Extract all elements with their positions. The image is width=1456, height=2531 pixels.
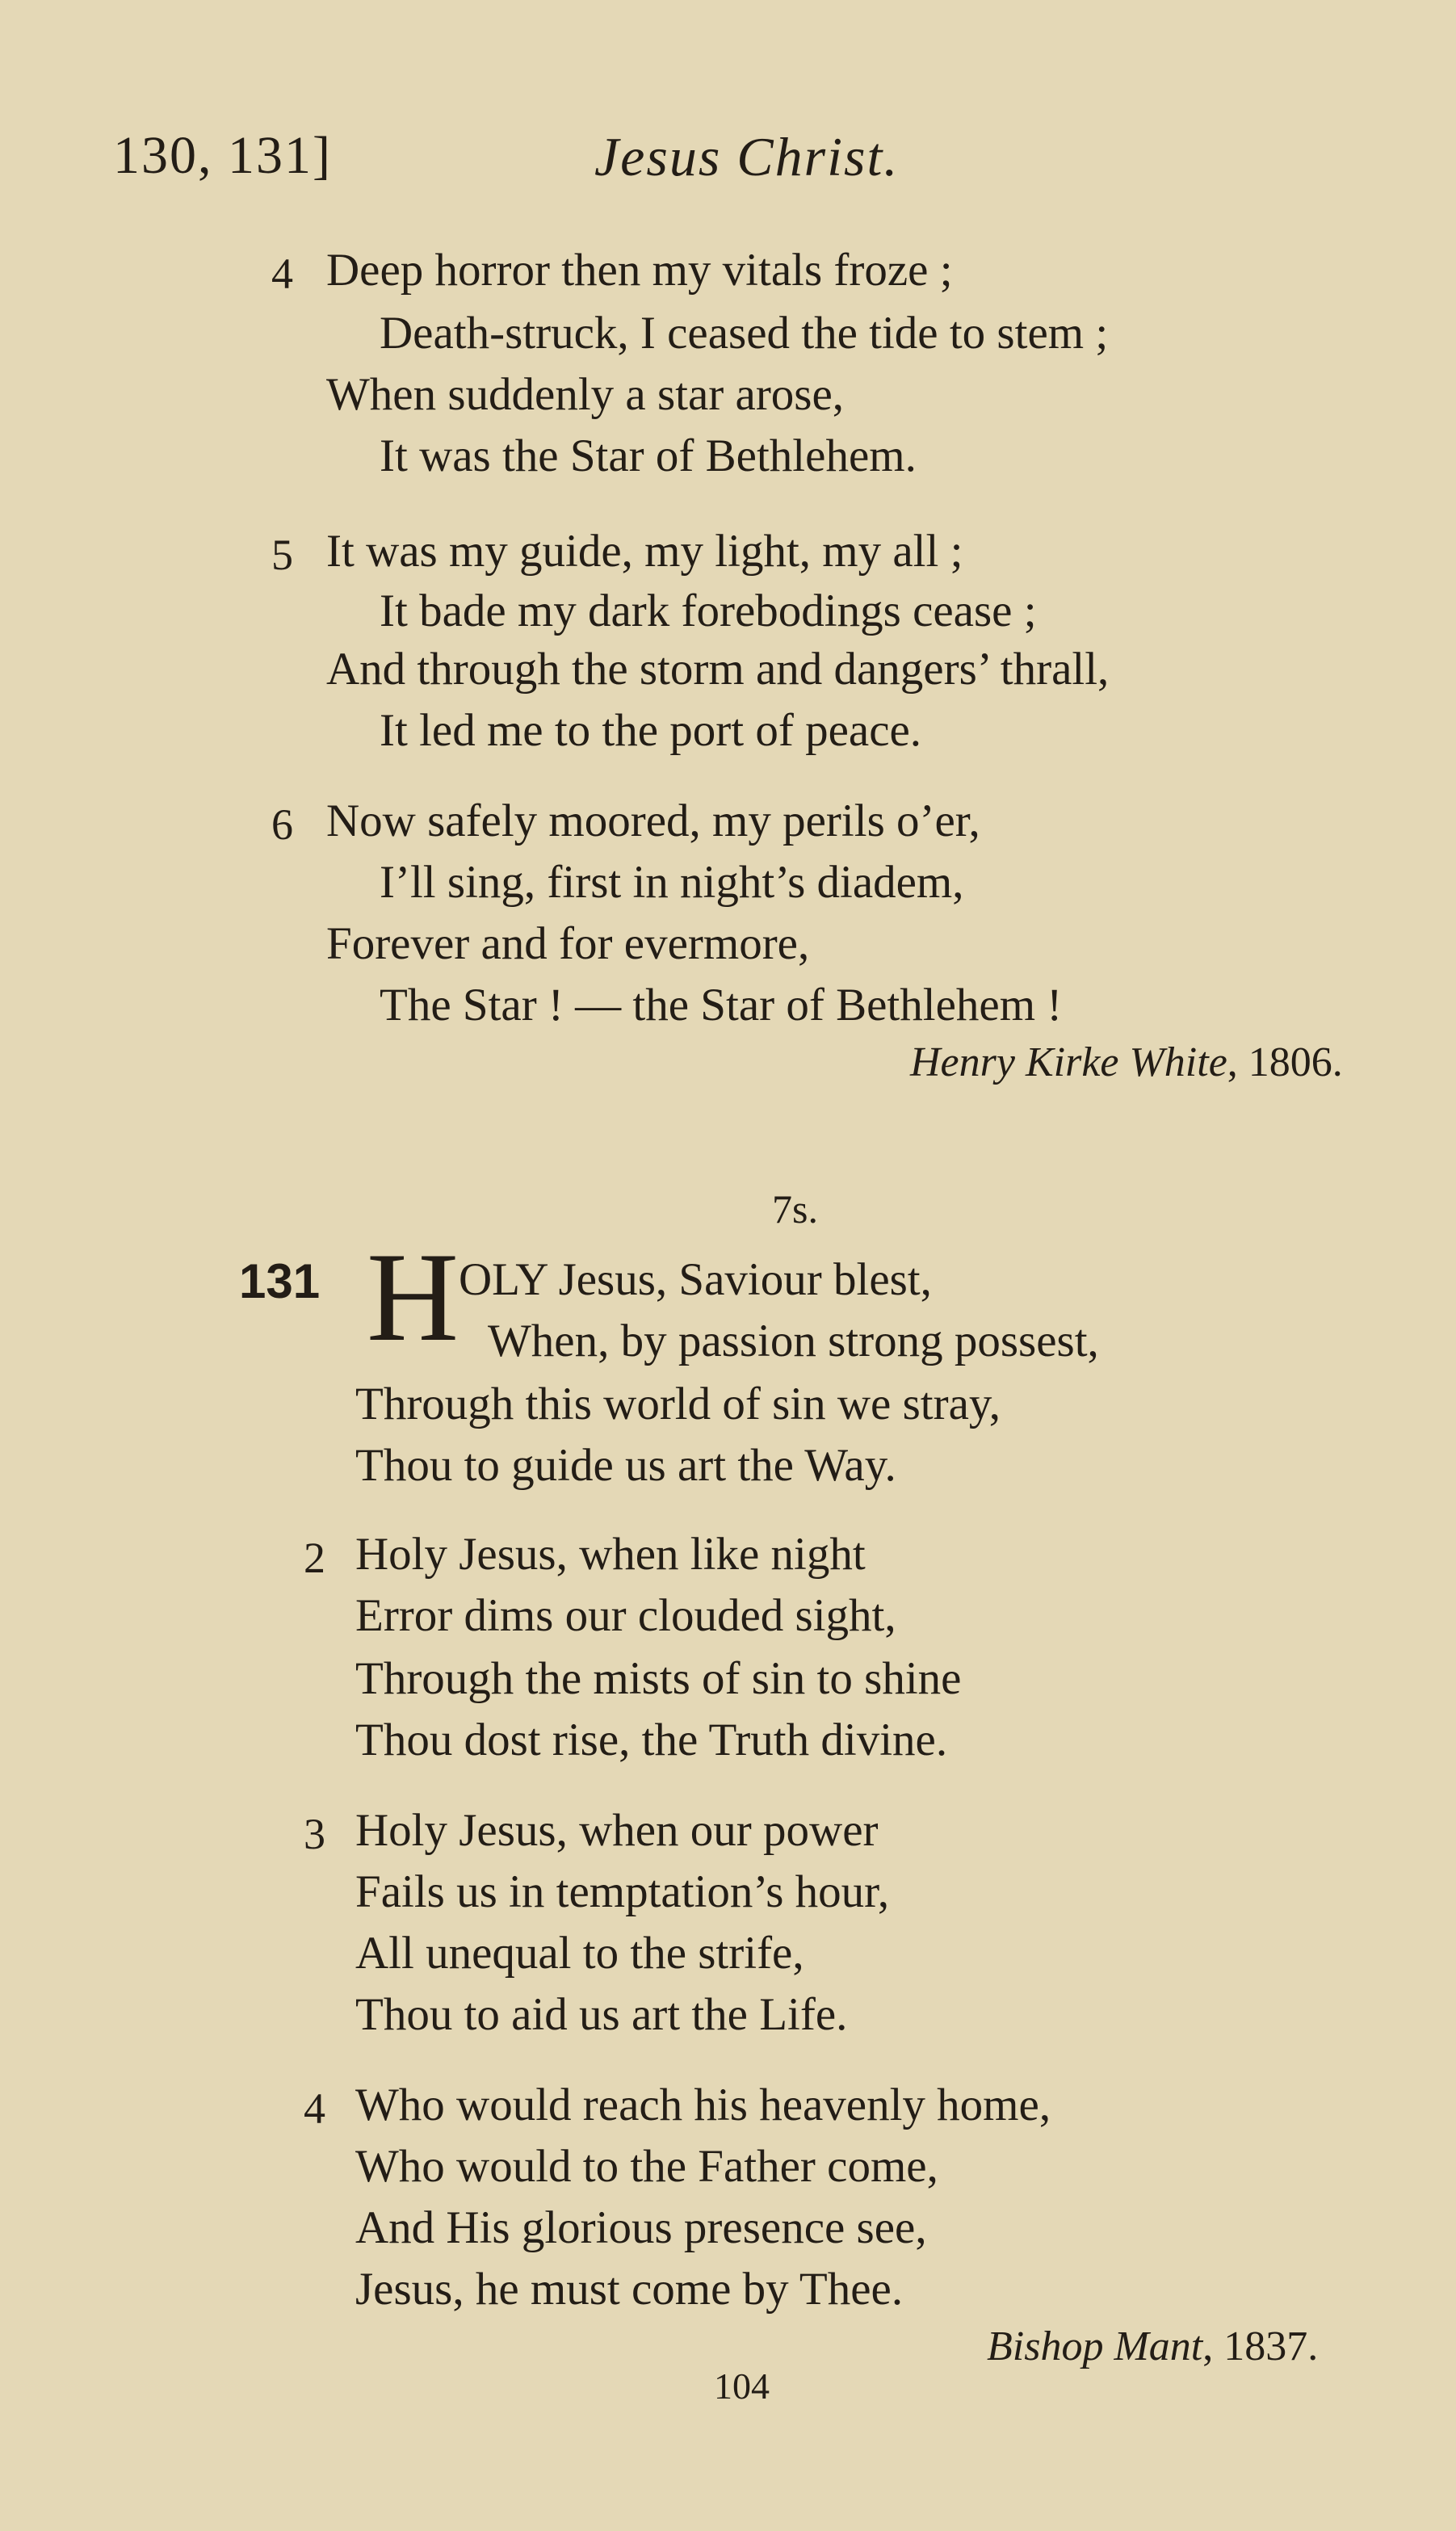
verse-line: Holy Jesus, when like night <box>355 1529 866 1580</box>
verse-number: 2 <box>304 1534 325 1582</box>
verse-line: The Star ! — the Star of Bethlehem ! <box>380 980 1063 1030</box>
verse-number: 5 <box>271 531 293 579</box>
verse-line: It was my guide, my light, my all ; <box>326 526 963 577</box>
hymn-meter: 7s. <box>772 1186 818 1232</box>
drop-cap: H <box>367 1227 459 1368</box>
verse-line: Now safely moored, my perils o’er, <box>326 795 980 846</box>
verse-number: 6 <box>271 800 293 849</box>
author-name: Henry Kirke White <box>910 1039 1227 1085</box>
verse-line: Forever and for evermore, <box>326 918 810 969</box>
verse-line: OLY Jesus, Saviour blest, <box>459 1254 932 1305</box>
author-year: 1806. <box>1248 1039 1343 1085</box>
verse-line: Who would reach his heavenly home, <box>355 2080 1051 2130</box>
attribution-separator: , <box>1202 2323 1224 2369</box>
hymn-attribution <box>987 2323 1319 2369</box>
verse-line: Jesus, he must come by Thee. <box>355 2264 904 2315</box>
verse-line: Through the mists of sin to shine <box>355 1653 962 1704</box>
verse-line: Thou to guide us art the Way. <box>355 1440 896 1491</box>
verse-line: And His glorious presence see, <box>355 2202 927 2253</box>
verse-line: Holy Jesus, when our power <box>355 1805 879 1856</box>
verse-line: It led me to the port of peace. <box>380 705 922 756</box>
attribution-separator: , <box>1227 1039 1248 1085</box>
verse-line: I’ll sing, first in night’s diadem, <box>380 857 964 908</box>
author-name: Bishop Mant <box>987 2323 1203 2369</box>
verse-line: Through this world of sin we stray, <box>355 1379 1001 1429</box>
verse-line: Death-struck, I ceased the tide to stem ; <box>380 308 1109 359</box>
verse-number: 4 <box>304 2084 325 2133</box>
verse-line: And through the storm and dangers’ thrall, <box>326 644 1110 695</box>
verse-line: Who would to the Father come, <box>355 2141 938 2192</box>
verse-number: 4 <box>271 250 293 298</box>
verse-line: Thou dost rise, the Truth divine. <box>355 1715 948 1765</box>
verse-line: Fails us in temptation’s hour, <box>355 1866 890 1917</box>
verse-line: It was the Star of Bethlehem. <box>380 430 917 481</box>
verse-line: It bade my dark forebodings cease ; <box>380 586 1037 636</box>
verse-number: 3 <box>304 1810 325 1858</box>
verse-line: When suddenly a star arose, <box>326 369 845 420</box>
hymn-attribution <box>910 1039 1343 1085</box>
verse-line: When, by passion strong possest, <box>488 1316 1099 1366</box>
verse-line: Thou to aid us art the Life. <box>355 1989 848 2040</box>
verse-line: Deep horror then my vitals froze ; <box>326 245 953 296</box>
author-year: 1837. <box>1223 2323 1319 2369</box>
verse-line: All unequal to the strife, <box>355 1928 804 1979</box>
verse-line: Error dims our clouded sight, <box>355 1590 896 1641</box>
header-section-title: Jesus Christ. <box>594 126 900 187</box>
page-number: 104 <box>714 2365 770 2407</box>
hymn-number: 131 <box>239 1254 321 1308</box>
header-hymn-numbers: 130, 131] <box>113 126 332 185</box>
